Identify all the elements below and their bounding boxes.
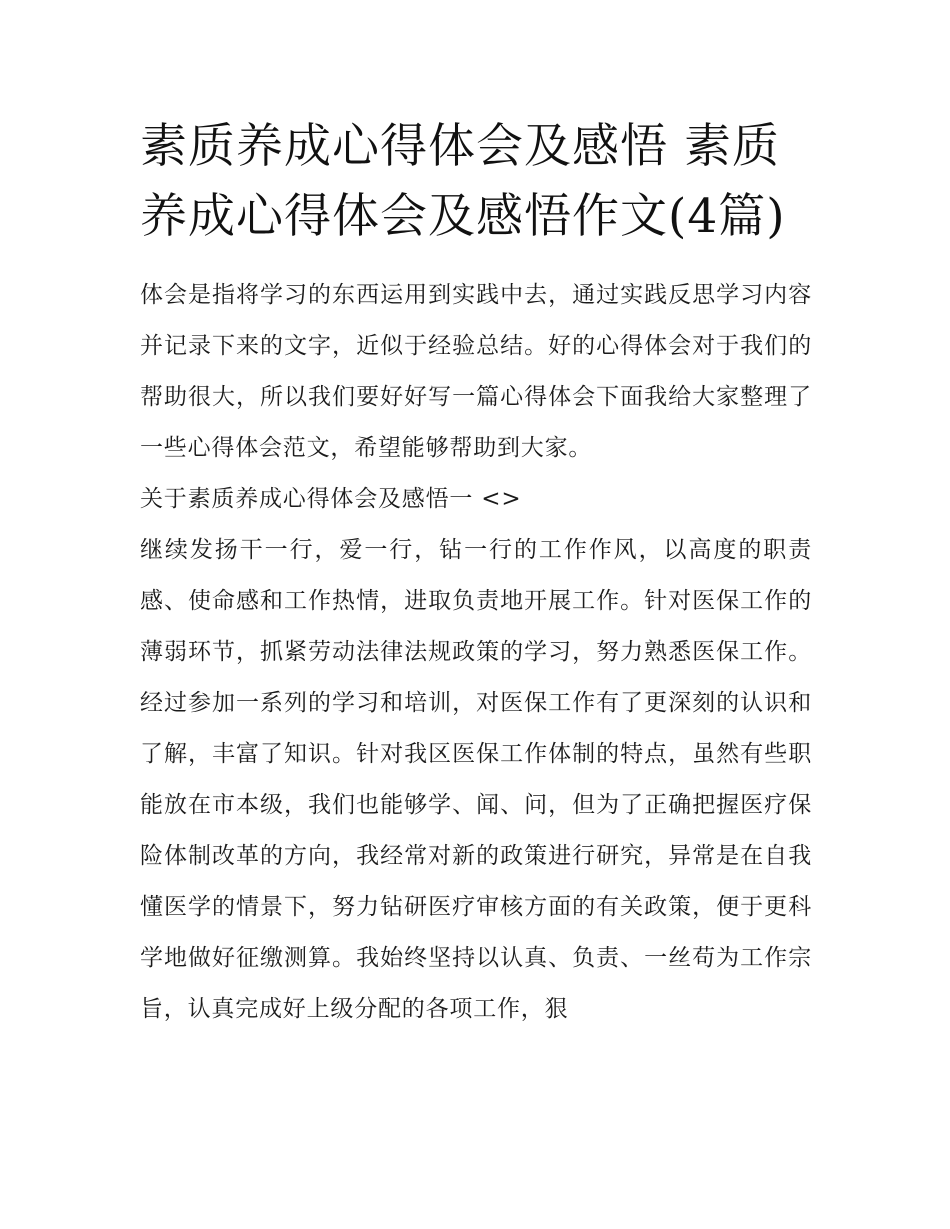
document-title: 素质养成心得体会及感悟 素质养成心得体会及感悟作文(4篇): [140, 119, 786, 244]
body-paragraph: 继续发扬干一行，爱一行，钻一行的工作作风，以高度的职责感、使命感和工作热情，进取负责地开展工作。针对医保工作的薄弱环节，抓紧劳动法律法规政策的学习，努力熟悉医保工作。经过参加一系列的学习和培训，对医保工作有了更深刻的认识和了解，丰富了知识。针对我区医保工作体制的特点，虽然有些职能放在市本级，我们也能够学、闻、问，但为了正确把握医疗保险体制改革的方向，我经常对新的政策进行研究，异常是在自我懂医学的情景下，努力钻研医疗审核方面的有关政策，便于更科学地做好征缴测算。我始终坚持以认真、负责、一丝苟为工作宗旨，认真完成好上级分配的各项工作，狠: [140, 537, 812, 1022]
intro-paragraph: 体会是指将学习的东西运用到实践中去，通过实践反思学习内容并记录下来的文字，近似于经验总结。好的心得体会对于我们的帮助很大，所以我们要好好写一篇心得体会下面我给大家整理了一些心得体会范文，希望能够帮助到大家。: [140, 282, 812, 461]
document-content: [140, 112, 812, 1035]
section-heading: 关于素质养成心得体会及感悟一 <>: [140, 486, 522, 512]
